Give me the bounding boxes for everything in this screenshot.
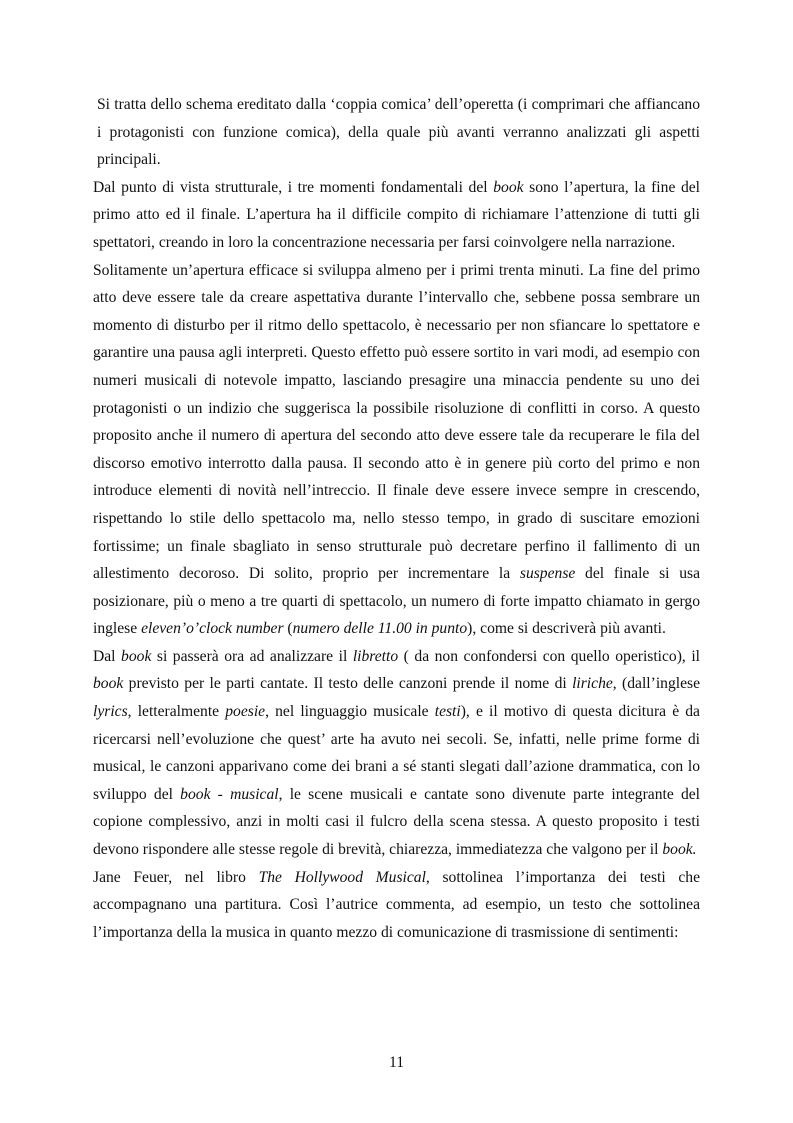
italic-text: liriche xyxy=(572,675,613,693)
text-run: ( da non confondersi con quello operistico), il xyxy=(398,647,701,665)
text-run: Si tratta dello schema ereditato dalla ‘coppia comica’ dell’operetta (i comprimari che affiancano i protagonisti con funzione comica), della quale più avanti verranno analizzati gli aspetti principali. xyxy=(97,96,700,169)
italic-text: book xyxy=(93,675,124,693)
italic-text: suspense xyxy=(519,565,576,583)
text-run: , le scene musicali e cantate sono divenute parte integrante del copione complessivo, anzi in molti casi il fulcro della scena stessa. A questo proposito i testi devono rispondere alle stesse regole di brevità, chiarezza, immediatezza che valgono per il xyxy=(93,785,700,859)
italic-text: eleven’o’clock number xyxy=(141,620,284,638)
text-run: , letteralmente xyxy=(127,703,226,721)
text-run: ), come si descriverà più avanti. xyxy=(467,620,666,638)
paragraph xyxy=(93,174,700,257)
text-run: si passerà ora ad analizzare il xyxy=(151,647,353,665)
italic-text: poesie xyxy=(225,703,266,721)
text-run: , (dall’inglese xyxy=(612,675,700,693)
text-run: , sottolinea l’importanza dei testi che accompagnano una partitura. Così l’autrice commenta, ad esempio, un testo che sottolinea l’importanza della la musica in quanto mezzo di comunicazione di trasmissione di sentimenti: xyxy=(93,868,700,941)
italic-text: testi xyxy=(434,703,461,721)
text-run: , nel linguaggio musicale xyxy=(265,703,435,721)
text-run: ), e il motivo di questa dicitura è da ricercarsi nell’evoluzione che quest’ arte ha avuto nei secoli. Se, infatti, nelle prime forme di musical, le canzoni apparivano come dei brani a sé stanti slegati dall’azione drammatica, con lo sviluppo del xyxy=(93,703,700,803)
page-number: 11 xyxy=(388,1054,404,1071)
italic-text: lyrics xyxy=(93,703,128,721)
text-run: Jane Feuer, nel libro xyxy=(93,868,259,886)
italic-text: numero delle 11.00 in punto xyxy=(292,620,468,638)
paragraph xyxy=(93,643,700,864)
text-run: del finale si usa posizionare, più o meno a tre quarti di spettacolo, un numero di forte impatto chiamato in gergo inglese xyxy=(93,565,700,638)
document-body xyxy=(93,91,700,946)
text-run: Dal punto di vista strutturale, i tre momenti fondamentali del xyxy=(93,178,494,196)
italic-text: book xyxy=(121,647,152,665)
text-run: previsto per le parti cantate. Il testo delle canzoni prende il nome di xyxy=(123,675,573,693)
text-run: ( xyxy=(283,620,293,638)
italic-text: libretto xyxy=(352,647,399,665)
italic-text: book. xyxy=(662,841,697,859)
italic-text: book xyxy=(493,178,524,196)
italic-text: The Hollywood Musical xyxy=(258,868,426,886)
paragraph xyxy=(93,257,700,643)
text-run: sono l’apertura, la fine del primo atto ed il finale. L’apertura ha il difficile compito di richiamare l’attenzione di tutti gli spettatori, creando in loro la concentrazione necessaria per farsi coinvolgere nella narrazione. xyxy=(93,178,701,251)
paragraph xyxy=(93,864,700,947)
paragraph xyxy=(93,91,700,174)
text-run: Dal xyxy=(93,647,122,665)
text-run: Solitamente un’apertura efficace si sviluppa almeno per i primi trenta minuti. La fine del primo atto deve essere tale da creare aspettativa durante l’intervallo che, sebbene possa sembrare un momento di disturbo per il ritmo dello spettacolo, è necessario per non sfiancare lo spettatore e garantire una pausa agli interpreti. Questo effetto può essere sortito in vari modi, ad esempio con numeri musicali di notevole impatto, lasciando presagire una minaccia pendente su uno dei protagonisti o un indizio che suggerisca la possibile risoluzione di conflitti in corso. A questo proposito anche il numero di apertura del secondo atto deve essere tale da recuperare le fila del discorso emotivo interrotto dalla pausa. Il secondo atto è in genere più corto del primo e non introduce elementi di novità nell’intreccio. Il finale deve essere invece sempre in crescendo, rispettando lo stile dello spettacolo ma, nello stesso tempo, in grado di suscitare emozioni fortissime; un finale sbagliato in senso strutturale può decretare perfino il fallimento di un allestimento decoroso. Di solito, proprio per incrementare la xyxy=(93,261,700,583)
italic-text: book - musical xyxy=(180,785,279,803)
